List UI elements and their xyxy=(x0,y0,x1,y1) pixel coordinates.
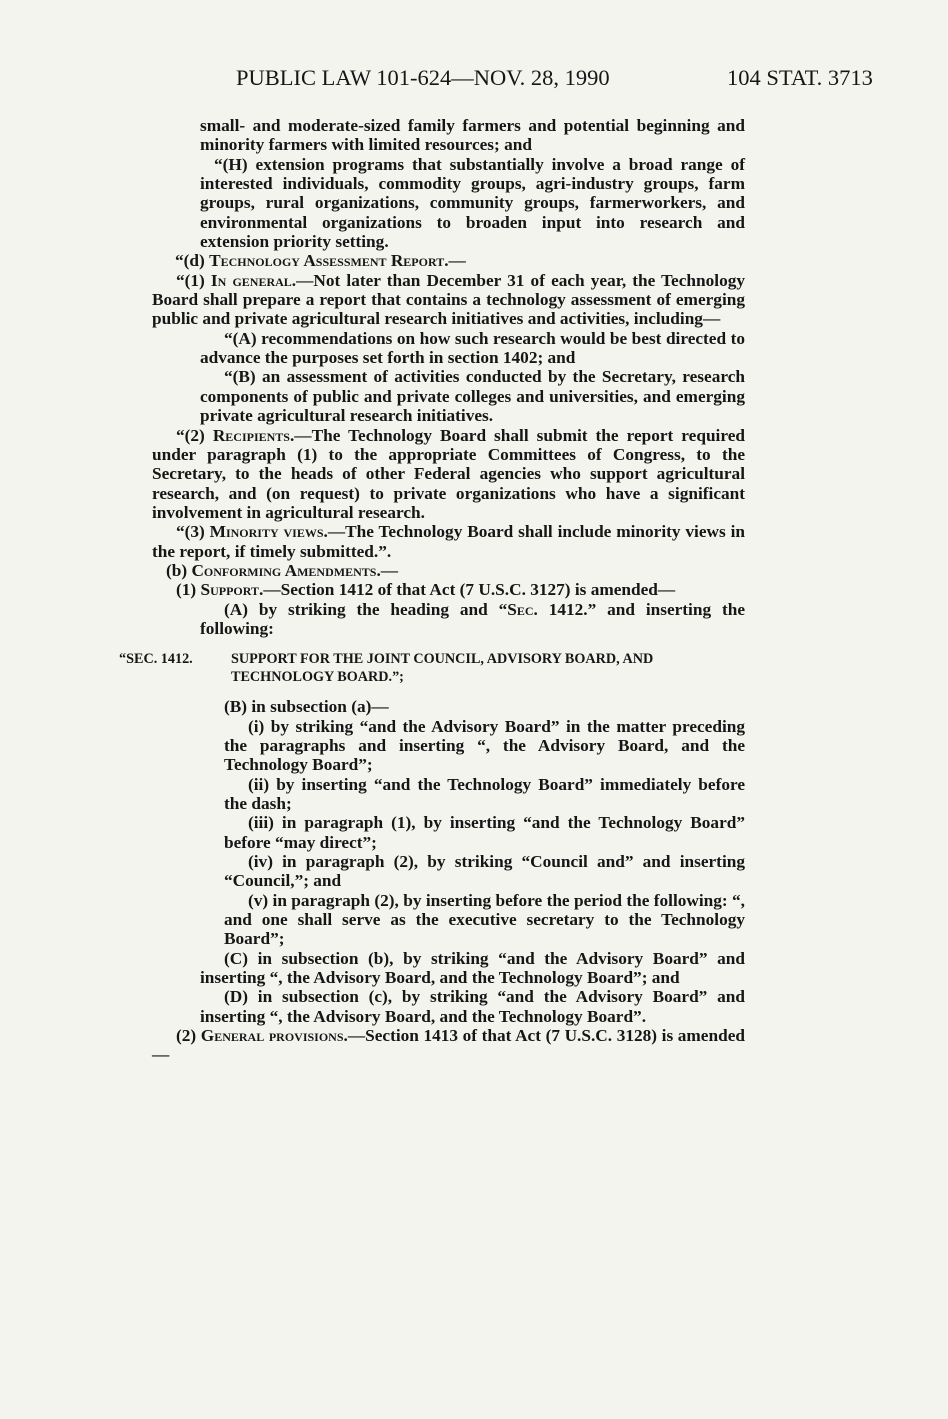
clause-b1b-iii: (iii) in paragraph (1), by inserting “and the Technology Board” before “may direct”; xyxy=(224,813,745,852)
paragraph-g-continued: small- and moderate-sized family farmers and potential beginning and minority farmers with limited resources; and xyxy=(200,116,745,155)
header-title: PUBLIC LAW 101-624—NOV. 28, 1990 xyxy=(236,65,610,90)
subparagraph-h: “(H) extension programs that substantially involve a broad range of interested individuals, commodity groups, agri-industry groups, farm groups, rural organizations, community groups, farmerworkers, and environmental organizations to broaden input into research and extension priority setting. xyxy=(200,154,745,252)
subparagraph-b1c: (C) in subsection (b), by striking “and the Advisory Board” and inserting “, the Advisory Board, and the Technology Board”; and xyxy=(200,948,745,988)
header-stat-page: 104 STAT. 3713 xyxy=(727,65,873,90)
subparagraph-d1b: “(B) an assessment of activities conducted by the Secretary, research components of public and private colleges and universities, and emerging private agricultural research initiatives. xyxy=(200,367,745,426)
clause-b1b-ii: (ii) by inserting “and the Technology Board” immediately before the dash; xyxy=(224,774,745,813)
paragraph-d3: “(3) Minority views.—The Technology Board shall include minority views in the report, if timely submitted.”. xyxy=(152,522,745,561)
clause-b1b-v: (v) in paragraph (2), by inserting before the period the following: “, and one shall serve as the executive secretary to the Technology Board”; xyxy=(224,890,745,949)
subsection-d-heading: “(d) Technology Assessment Report.— xyxy=(175,251,466,271)
paragraph-d1: “(1) In general.—Not later than December 31 of each year, the Technology Board shall prepare a report that contains a technology assessment of emerging public and private agricultural research initiatives and activities, including— xyxy=(152,270,745,329)
clause-b1b-i: (i) by striking “and the Advisory Board” in the matter preceding the paragraphs and inserting “, the Advisory Board, and the Technology Board”; xyxy=(224,716,745,775)
section-number: “SEC. 1412. xyxy=(119,651,193,668)
paragraph-b2: (2) General provisions.—Section 1413 of that Act (7 U.S.C. 3128) is amended— xyxy=(152,1026,745,1065)
paragraph-b1: (1) Support.—Section 1412 of that Act (7 U.S.C. 3127) is amended— xyxy=(176,580,676,600)
subparagraph-b1b: (B) in subsection (a)— xyxy=(224,697,389,717)
subparagraph-d1a: “(A) recommendations on how such research would be best directed to advance the purposes set forth in section 1402; and xyxy=(200,328,745,368)
subparagraph-b1a: (A) by striking the heading and “Sec. 1412.” and inserting the following: xyxy=(200,599,746,638)
subparagraph-b1d: (D) in subsection (c), by striking “and the Advisory Board” and inserting “, the Advisory Board, and the Technology Board”. xyxy=(200,987,745,1026)
paragraph-d2: “(2) Recipients.—The Technology Board shall submit the report required under paragraph (1) to the appropriate Committees of Congress, to the Secretary, to the heads of other Federal agencies who support agricultural research, and (on request) to private organizations who have a significant involvement in agricultural research. xyxy=(152,425,745,522)
clause-b1b-iv: (iv) in paragraph (2), by striking “Council and” and inserting “Council,”; and xyxy=(224,852,745,891)
subsection-b-heading: (b) Conforming Amendments.— xyxy=(166,560,399,580)
statute-body xyxy=(119,116,746,1065)
section-heading-1412 xyxy=(119,650,745,686)
running-header xyxy=(0,62,948,94)
section-title: SUPPORT FOR THE JOINT COUNCIL, ADVISORY BOARD, AND TECHNOLOGY BOARD.”; xyxy=(231,651,654,686)
